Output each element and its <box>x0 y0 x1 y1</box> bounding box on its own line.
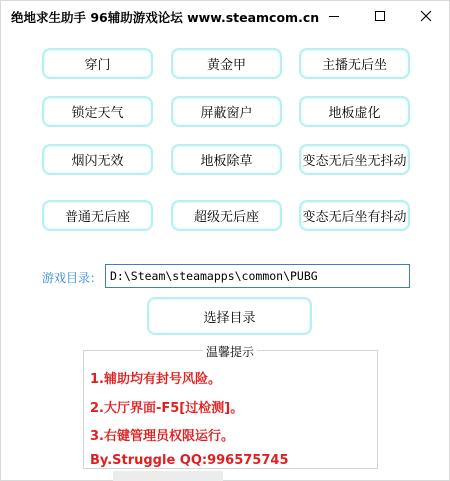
notice-line-2: 2.大厅界面-F5[过检测]。 <box>90 401 244 416</box>
select-dir-button[interactable]: 选择目录 <box>147 297 312 335</box>
title-bar[interactable] <box>1 1 449 32</box>
window-title: 绝地求生助手 96辅助游戏论坛 www.steamcom.cn <box>11 10 320 25</box>
streamer-no-recoil-button[interactable]: 主播无后坐 <box>299 48 410 79</box>
minimize-icon <box>329 16 339 17</box>
lock-weather-button[interactable]: 锁定天气 <box>42 96 153 127</box>
remove-grass-button[interactable]: 地板除草 <box>171 144 282 175</box>
notice-line-4: By.Struggle QQ:996575745 <box>90 453 289 468</box>
notice-title: 温馨提示 <box>203 343 257 360</box>
notice-line-3: 3.右键管理员权限运行。 <box>90 429 234 444</box>
game-dir-label: 游戏目录： <box>42 271 103 285</box>
notice-line-1: 1.辅助均有封号风险。 <box>90 372 221 387</box>
extreme-no-recoil-no-shake-button[interactable]: 变态无后坐无抖动 <box>299 144 410 175</box>
close-icon <box>420 10 432 22</box>
maximize-button[interactable] <box>357 1 403 31</box>
game-dir-field[interactable]: D:\Steam\steamapps\common\PUBG <box>105 264 410 288</box>
minimize-button[interactable] <box>311 1 357 31</box>
floor-blur-button[interactable]: 地板虚化 <box>299 96 410 127</box>
normal-no-recoil-button[interactable]: 普通无后座 <box>42 200 153 231</box>
super-no-recoil-button[interactable]: 超级无后座 <box>171 200 282 231</box>
wall-pass-button[interactable]: 穿门 <box>42 48 153 79</box>
bottom-scroll-stub <box>113 471 223 481</box>
block-windows-button[interactable]: 屏蔽窗户 <box>171 96 282 127</box>
extreme-no-recoil-shake-button[interactable]: 变态无后坐有抖动 <box>299 200 410 231</box>
maximize-icon <box>375 11 385 21</box>
close-button[interactable] <box>403 1 449 31</box>
golden-armor-button[interactable]: 黄金甲 <box>171 48 282 79</box>
smoke-flash-disable-button[interactable]: 烟闪无效 <box>42 144 153 175</box>
